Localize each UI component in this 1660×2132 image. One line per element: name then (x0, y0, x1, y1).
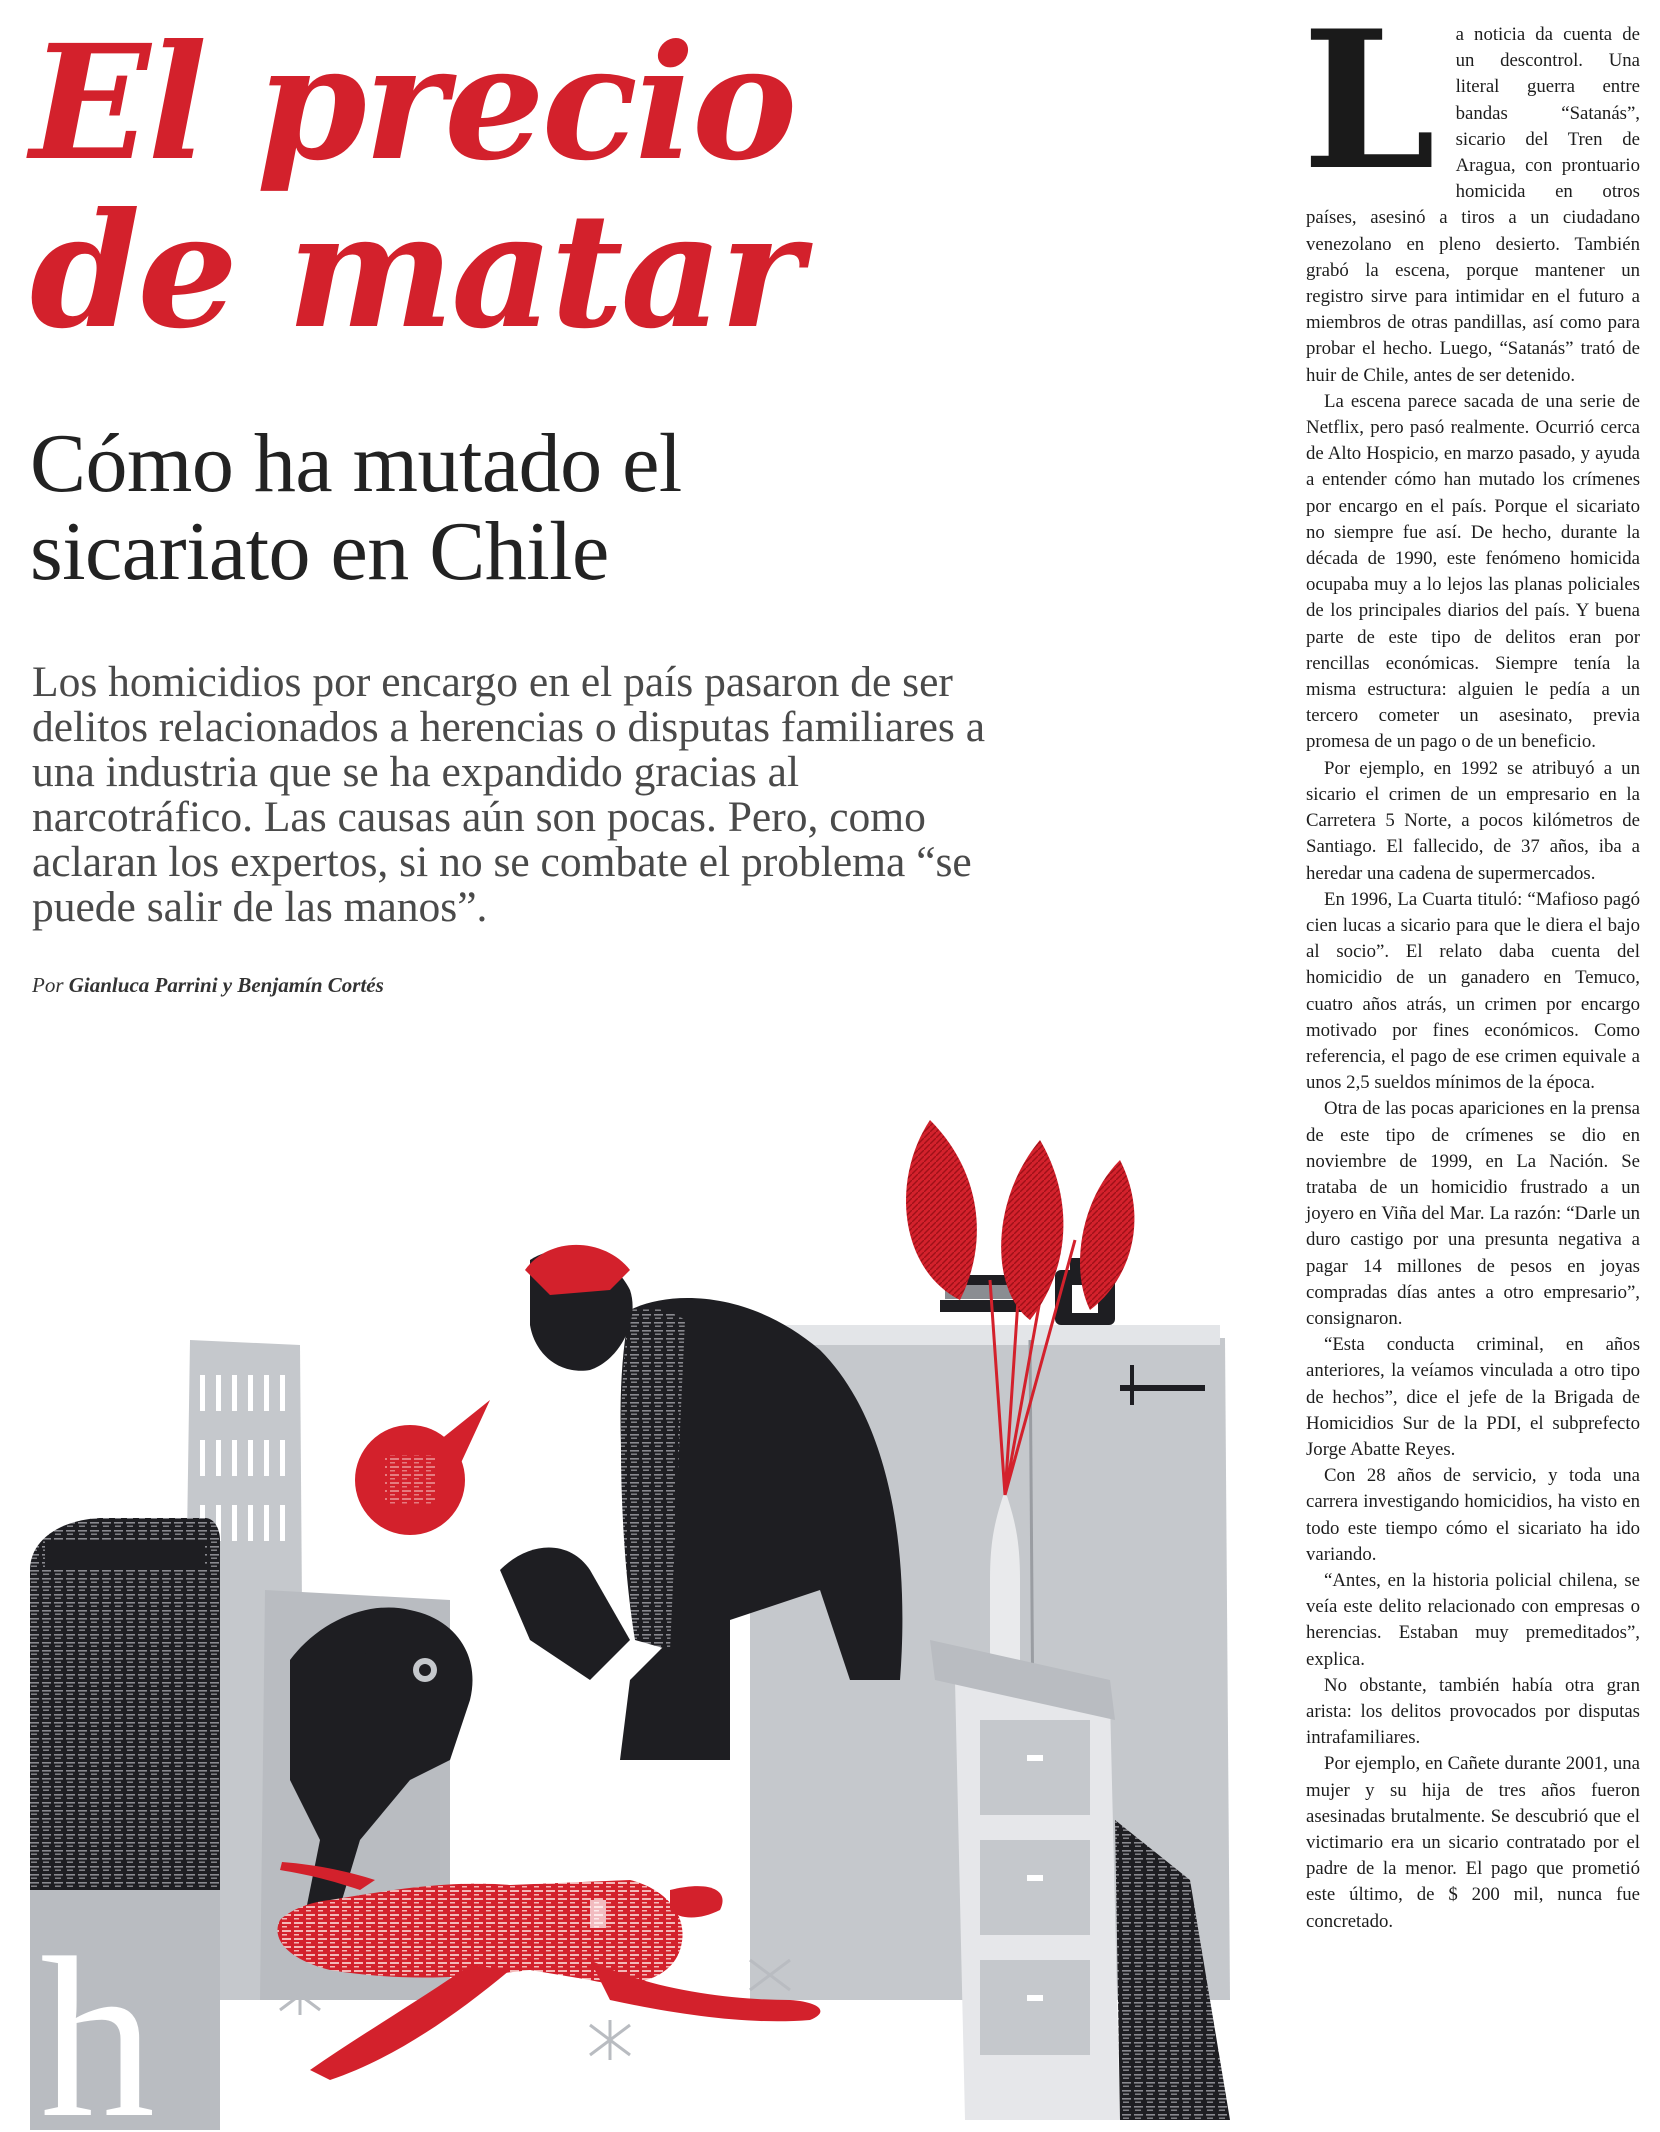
section-letter-block (30, 1890, 220, 2130)
byline (32, 973, 384, 998)
body-paragraph: “Esta conducta criminal, en años anteriores, la veíamos vinculada a otro tipo de hechos”, dice el jefe de la Brigada de Homicidios Sur de la PDI, el subprefecto Jorge Abatte Reyes. (1306, 1334, 1640, 1460)
drop-cap: L (1302, 0, 1436, 212)
body-paragraph-first (1302, 0, 1640, 389)
headline-line-2: de matar (30, 179, 801, 364)
lead-paragraph: Los homicidios por encargo en el país pasaron de ser delitos relacionados a herencias o disputas familiares a una industria que se ha expandido gracias al narcotráfico. Las causas aún son pocas. Pero, como aclaran los expertos, si no se combate el problema “se puede salir de las manos”. (32, 658, 986, 931)
byline-prefix: Por (32, 973, 64, 997)
first-paragraph-text: a noticia da cuenta de un descontrol. Una literal guerra entre bandas “Satanás”, sicario del Tren de Aragua, con prontuario homicida en otros países, asesinó a tiros a un ciudadano venezolano en pleno desierto. También grabó la escena, porque mantener un registro sirve para intimidar en el futuro a miembros de otras pandillas, así como para probar el hecho. Luego, “Satanás” trató de huir de Chile, antes de ser detenido. (1306, 24, 1640, 386)
body-paragraph: Por ejemplo, en 1992 se atribuyó a un sicario el crimen de un empresario en la Carretera 5 Norte, a pocos kilómetros de Santiago. El fallecido, de 37 años, iba a heredar una cadena de supermercados. (1306, 757, 1640, 884)
headline-line-1: El precio (30, 11, 795, 196)
body-paragraph: No obstante, también había otra gran arista: los delitos provocados por disputas intrafamiliares. (1306, 1674, 1640, 1749)
byline-authors: Gianluca Parrini y Benjamín Cortés (68, 973, 384, 997)
crime-scene-illustration (30, 1120, 1260, 2130)
body-paragraph: “Antes, en la historia policial chilena, se veía este delito relacionado con empresas o herencias. Estaban muy premeditados”, explica. (1306, 1569, 1640, 1670)
body-paragraph: La escena parece sacada de una serie de Netflix, pero pasó realmente. Ocurrió cerca de Alto Hospicio, en marzo pasado, y ayuda a entender cómo han mutado los crímenes por encargo en el país. Porque el sicariato no siempre fue así. De hecho, durante la década de 1990, este fenómeno homicida ocupaba muy a lo lejos las planas policiales de los principales diarios del país. Y buena parte de este tipo de delitos eran por rencillas económicas. Siempre tenía la misma estructura: alguien le pedía a un tercero cometer un asesinato, previa promesa de un pago o de un beneficio. (1306, 390, 1640, 753)
speech-bubble (355, 1400, 490, 1535)
body-paragraph: Con 28 años de servicio, y toda una carrera investigando homicidios, ha visto en todo este tiempo cómo el sicariato ha ido variando. (1306, 1465, 1640, 1565)
subheadline: Cómo ha mutado el sicariato en Chile (30, 417, 682, 598)
body-paragraph: En 1996, La Cuarta tituló: “Mafioso pagó cien lucas a sicario para que le diera el bajo al socio”. El relato daba cuenta del homicidio de un ganadero en Temuco, cuatro años atrás, un crimen por encargo motivado por fines económicos. Como referencia, el pago de ese crimen equivale a unos 2,5 sueldos mínimos de la época. (1306, 888, 1640, 1094)
headline (30, 11, 801, 364)
body-paragraph: Por ejemplo, en Cañete durante 2001, una mujer y su hija de tres años fueron asesinadas brutalmente. Se descubrió que el victimario era un sicario contratado por el padre de la menor. El pago que prometió este último, de $ 200 mil, nunca fue concretado. (1306, 1753, 1640, 1932)
section-letter: h (40, 1910, 155, 2130)
body-paragraph: Otra de las pocas apariciones en la prensa de este tipo de crímenes se dio en noviembre de 1999, en La Nación. Se trataba de un homicidio frustrado a un joyero en Viña del Mar. La razón: “Darle un duro castigo por una presunta negativa a pagar 14 millones de pesos en joyas compradas días antes a otro empresario”, consignaron. (1306, 1098, 1640, 1329)
article-body (1302, 0, 1640, 1935)
